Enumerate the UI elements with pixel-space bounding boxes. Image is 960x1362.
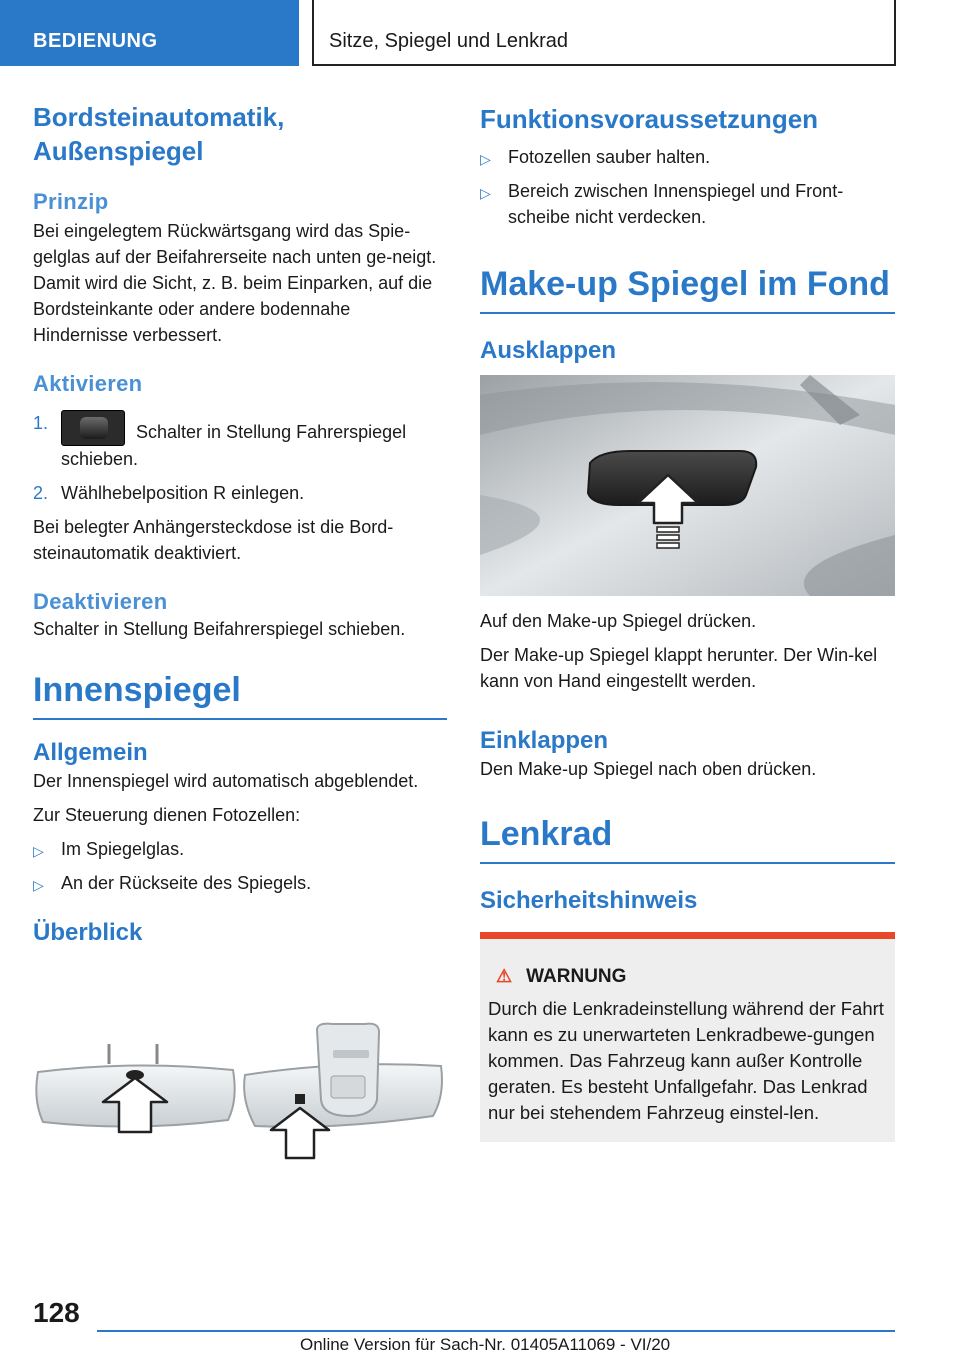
triangle-bullet-icon: ▷ xyxy=(33,877,44,893)
list-item xyxy=(33,480,447,506)
allgemein-text-1: Der Innenspiegel wird automatisch abgeblendet. xyxy=(33,771,419,791)
heading-allgemein: Allgemein xyxy=(33,739,148,766)
rearview-mirror-illustration xyxy=(33,1020,447,1160)
warning-title: WARNUNG xyxy=(526,966,627,987)
warning-text: Durch die Lenkradeinstellung während der Fahrt kann es zu unerwarteten Lenkradbewe-gungen kommen. Das Fahrzeug kann außer Kontrolle geraten. Es besteht Unfallgefahr. Das Lenkrad nur bei stehendem Fahrzeug einstel-len. xyxy=(488,998,884,1123)
heading-ausklappen: Ausklappen xyxy=(480,337,617,364)
warning-box xyxy=(480,932,895,1142)
step-number: 1. xyxy=(33,413,49,433)
section-title-makeup-spiegel: Make-up Spiegel im Fond xyxy=(480,262,895,314)
ausklappen-text-1: Auf den Make-up Spiegel drücken. xyxy=(480,611,757,631)
warning-triangle-icon: ⚠ xyxy=(496,966,513,986)
heading-aktivieren: Aktivieren xyxy=(33,371,143,396)
list-item xyxy=(33,410,447,472)
list-item xyxy=(480,144,895,170)
heading-deaktivieren: Deaktivieren xyxy=(33,589,168,614)
section-tab: BEDIENUNG xyxy=(0,0,299,66)
right-column xyxy=(480,100,895,366)
list-item xyxy=(33,870,447,896)
heading-ueberblick: Überblick xyxy=(33,919,143,946)
left-column xyxy=(33,100,447,948)
aktivieren-note: Bei belegter Anhängersteckdose ist die Bord-steinautomatik deaktiviert. xyxy=(33,517,394,563)
chapter-title: Sitze, Spiegel und Lenkrad xyxy=(312,0,896,66)
bullet-text: Im Spiegelglas. xyxy=(61,839,185,859)
mirror-switch-icon xyxy=(61,410,125,446)
section-title-lenkrad: Lenkrad xyxy=(480,812,895,864)
section-title-innenspiegel: Innenspiegel xyxy=(33,668,447,720)
warning-header xyxy=(488,963,887,990)
triangle-bullet-icon: ▷ xyxy=(33,843,44,859)
makeup-mirror-image xyxy=(480,375,895,596)
allgemein-text-2: Zur Steuerung dienen Fotozellen: xyxy=(33,805,301,825)
list-item xyxy=(480,178,895,230)
list-item xyxy=(33,836,447,862)
funktion-list xyxy=(480,144,895,230)
prinzip-text: Bei eingelegtem Rückwärtsgang wird das Spie-gelglas auf der Beifahrerseite nach unten ge-neigt. Damit wird die Sicht, z. B. beim Einparken, auf die Bordsteinkante oder andere bodennahe Hindernisse verbessert. xyxy=(33,221,437,345)
fotozellen-list xyxy=(33,836,447,896)
footer-divider xyxy=(97,1330,895,1332)
bullet-text: An der Rückseite des Spiegels. xyxy=(61,873,312,893)
deaktivieren-text: Schalter in Stellung Beifahrerspiegel schieben. xyxy=(33,619,406,639)
triangle-bullet-icon: ▷ xyxy=(480,151,491,167)
step-text: Schalter in Stellung Fahrerspiegel schieben. xyxy=(61,422,407,469)
heading-funktionsvoraussetzungen: Funktionsvoraussetzungen xyxy=(480,104,819,134)
einklappen-text: Den Make-up Spiegel nach oben drücken. xyxy=(480,759,817,779)
triangle-bullet-icon: ▷ xyxy=(480,185,491,201)
bullet-text: Bereich zwischen Innenspiegel und Front-scheibe nicht verdecken. xyxy=(508,181,844,227)
section-title-bordsteinautomatik: Bordsteinautomatik, Außenspiegel xyxy=(33,102,285,166)
page-number: 128 xyxy=(33,1297,80,1328)
heading-prinzip: Prinzip xyxy=(33,189,109,214)
footer-version-text: Online Version für Sach-Nr. 01405A11069 - VI/20 xyxy=(300,1335,671,1354)
mirror-overview-image xyxy=(33,1020,447,1160)
ausklappen-text-2: Der Make-up Spiegel klappt herunter. Der Win-kel kann von Hand eingestellt werden. xyxy=(480,645,878,691)
right-column-lower xyxy=(480,608,895,1142)
step-text: Wählhebelposition R einlegen. xyxy=(61,483,305,503)
heading-sicherheitshinweis: Sicherheitshinweis xyxy=(480,887,698,914)
step-number: 2. xyxy=(33,483,49,503)
heading-einklappen: Einklappen xyxy=(480,727,609,754)
bullet-text: Fotozellen sauber halten. xyxy=(508,147,711,167)
aktivieren-steps xyxy=(33,410,447,506)
